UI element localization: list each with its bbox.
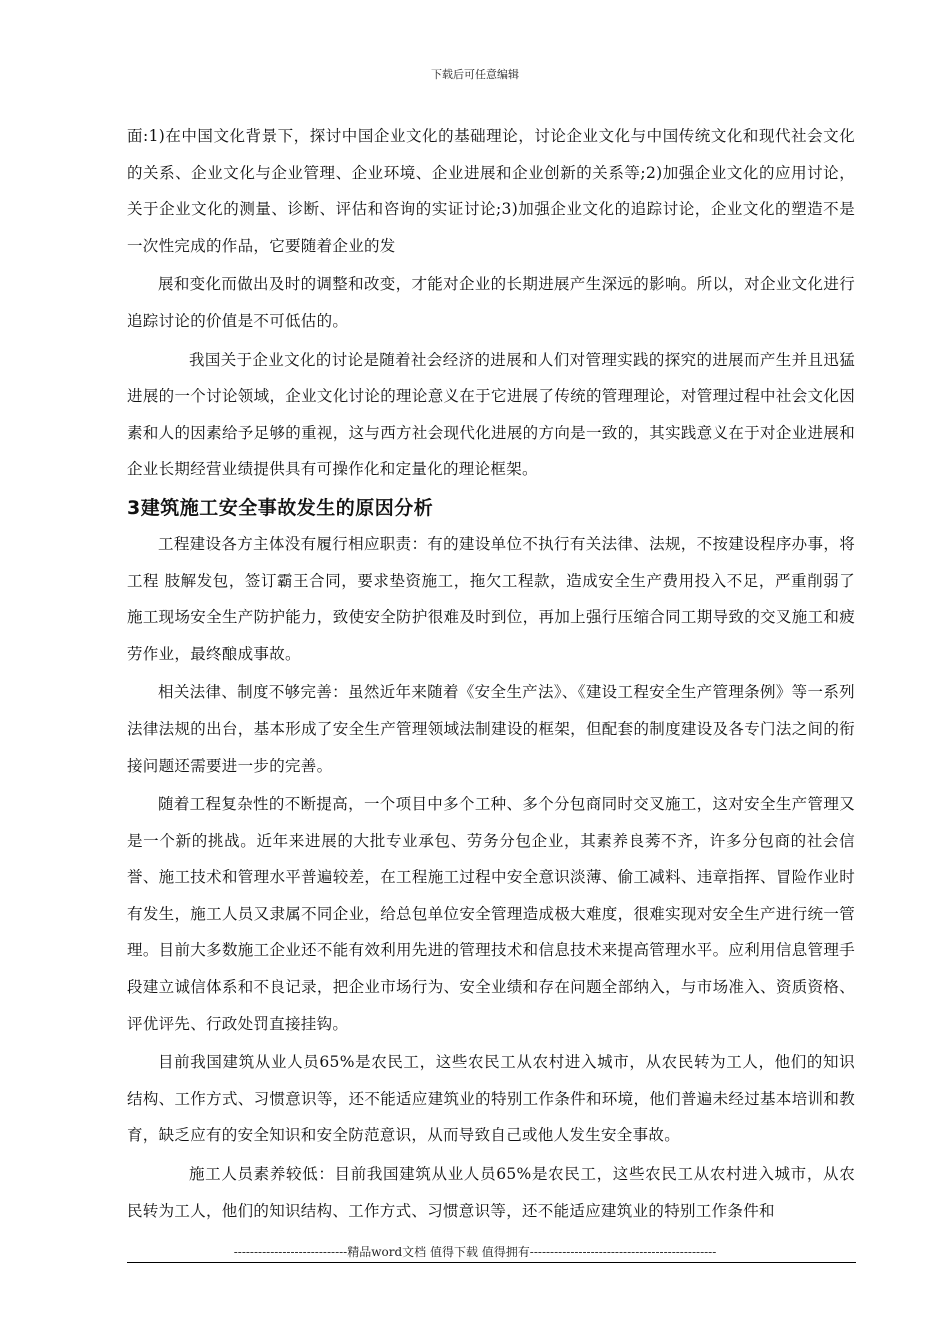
paragraph-1: 面:1)在中国文化背景下，探讨中国企业文化的基础理论，讨论企业文化与中国传统文化和现代社会文化的关系、企业文化与企业管理、企业环境、企业进展和企业创新的关系等;2)加强企业文化的应用讨论，关于企业文化的测量、诊断、评估和咨询的实证讨论;3)加强企业文化的追踪讨论，企业文化的塑造不是一次性完成的作品，它要随着企业的发	[127, 127, 855, 255]
section-paragraph-2: 相关法律、制度不够完善：虽然近年来随着《安全生产法》、《建设工程安全生产管理条例》等一系列法律法规的出台，基本形成了安全生产管理领域法制建设的框架，但配套的制度建设及各专门法之间的衔接问题还需要进一步的完善。	[127, 683, 855, 775]
section-paragraph-5: 施工人员素养较低：目前我国建筑从业人员65%是农民工，这些农民工从农村进入城市，从农民转为工人，他们的知识结构、工作方式、习惯意识等，还不能适应建筑业的特别工作条件和	[127, 1165, 855, 1220]
paragraph-2: 展和变化而做出及时的调整和改变，才能对企业的长期进展产生深远的影响。所以，对企业文化进行追踪讨论的价值是不可低估的。	[127, 275, 855, 330]
section-paragraph-1: 工程建设各方主体没有履行相应职责：有的建设单位不执行有关法律、法规，不按建设程序办事，将工程 肢解发包，签订霸王合同，要求垫资施工，拖欠工程款，造成安全生产费用投入不足，严重削弱了施工现场安全生产防护能力，致使安全防护很难及时到位，再加上强行压缩合同工期导致的交叉施工和疲劳作业，最终酿成事故。	[127, 534, 855, 663]
section-paragraph-3: 随着工程复杂性的不断提高，一个项目中多个工种、多个分包商同时交叉施工，这对安全生产管理又是一个新的挑战。近年来进展的大批专业承包、劳务分包企业，其素养良莠不齐，许多分包商的社会信誉、施工技术和管理水平普遍较差，在工程施工过程中安全意识淡薄、偷工减料、违章指挥、冒险作业时有发生，施工人员又隶属不同企业，给总包单位安全管理造成极大难度，很难实现对安全生产进行统一管理。目前大多数施工企业还不能有效利用先进的管理技术和信息技术来提高管理水平。应利用信息管理手段建立诚信体系和不良记录，把企业市场行为、安全业绩和存在问题全部纳入，与市场准入、资质资格、评优评先、行政处罚直接挂钩。	[127, 795, 855, 1033]
section-heading: 3建筑施工安全事故发生的原因分析	[127, 496, 434, 519]
paragraph-3: 我国关于企业文化的讨论是随着社会经济的进展和人们对管理实践的探究的进展而产生并且迅猛进展的一个讨论领域，企业文化讨论的理论意义在于它进展了传统的管理理论，对管理过程中社会文化因素和人的因素给予足够的重视，这与西方社会现代化进展的方向是一致的，其实践意义在于对企业进展和企业长期经营业绩提供具有可操作化和定量化的理论框架。	[127, 350, 855, 479]
footer-divider	[127, 1262, 856, 1263]
page-footer: ----------------------------精品word文档 值得下载 值得拥有----------------------------------------------	[233, 1245, 717, 1259]
page-header: 下载后可任意编辑	[431, 68, 519, 81]
document-body	[127, 118, 855, 1231]
section-paragraph-4: 目前我国建筑从业人员65%是农民工，这些农民工从农村进入城市，从农民转为工人，他们的知识结构、工作方式、习惯意识等，还不能适应建筑业的特别工作条件和环境，他们普遍未经过基本培训和教育，缺乏应有的安全知识和安全防范意识，从而导致自己或他人发生安全事故。	[127, 1053, 855, 1145]
